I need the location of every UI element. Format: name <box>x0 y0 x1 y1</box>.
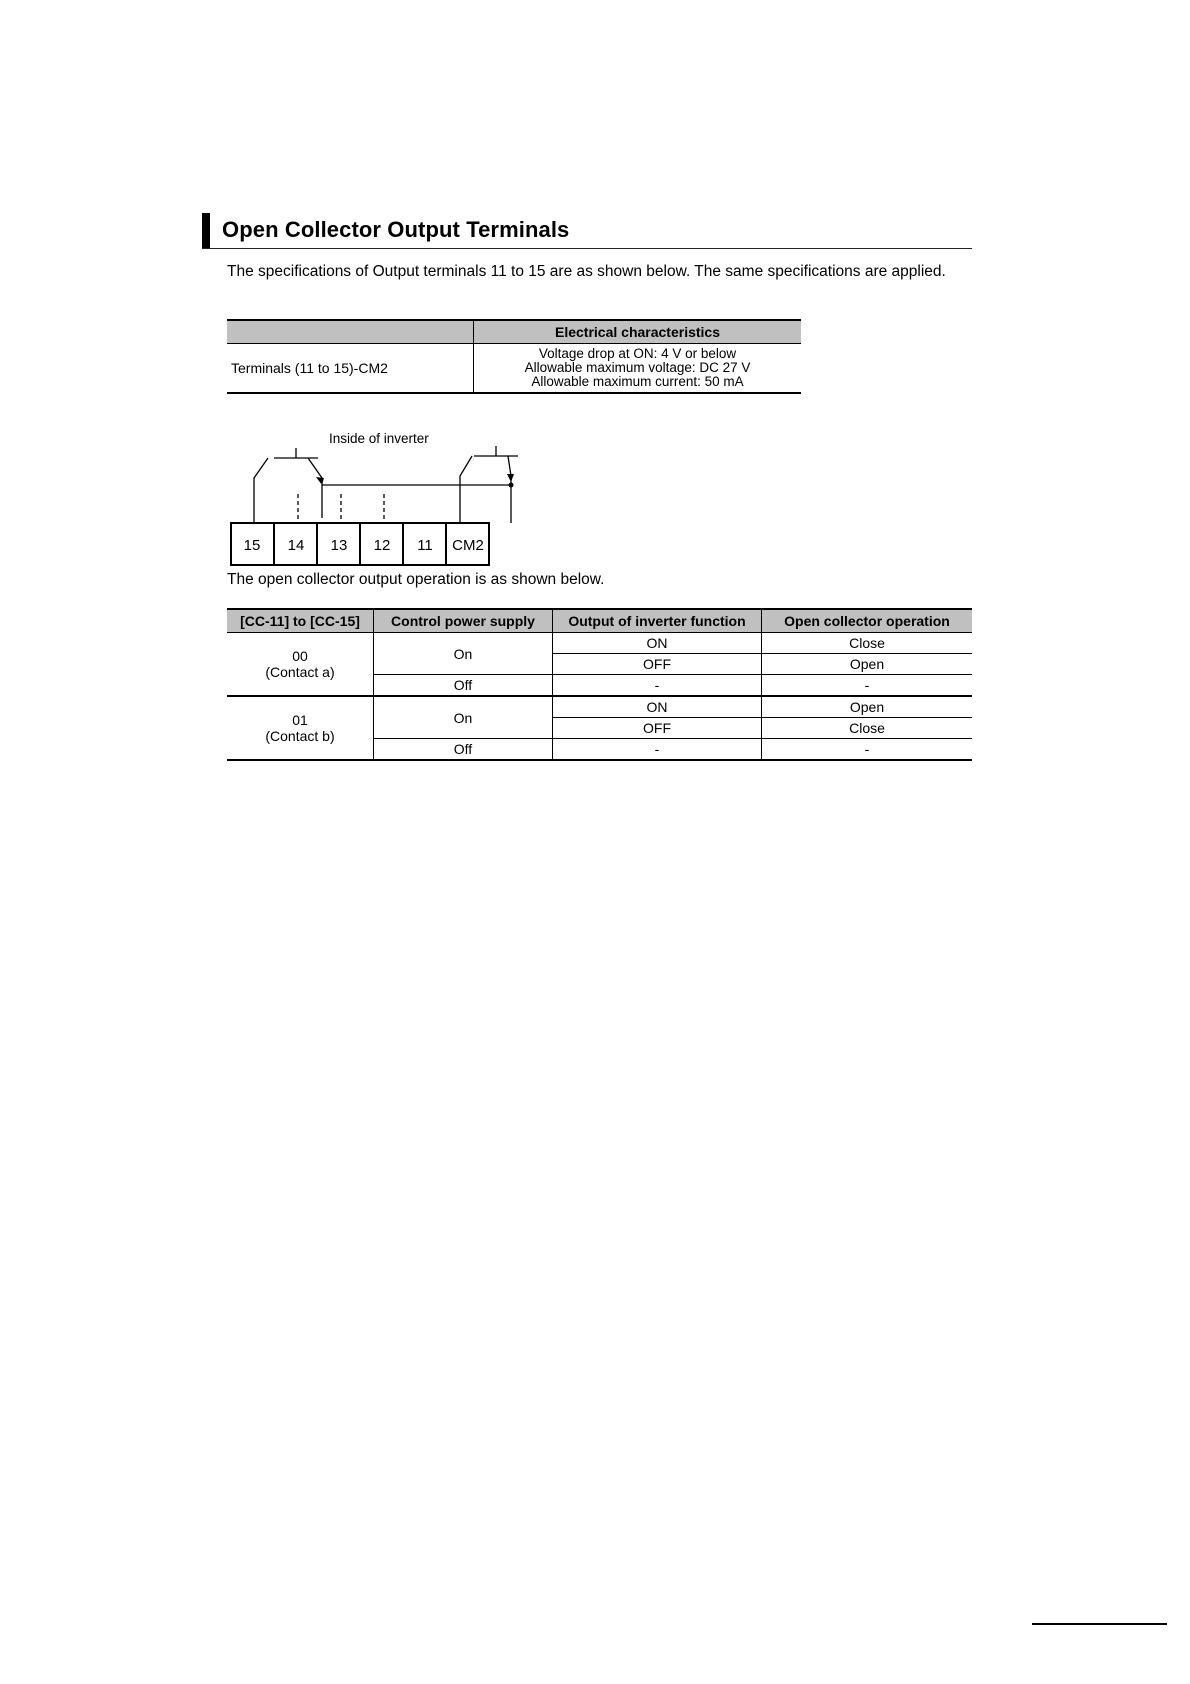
inside-inverter-label: Inside of inverter <box>329 431 429 446</box>
spec-header-row <box>227 320 801 344</box>
terminal-15: 15 <box>243 537 261 554</box>
contact-type: (Contact a) <box>265 664 335 680</box>
power-off-cell: Off <box>374 675 553 697</box>
operation-cell: - <box>762 739 973 761</box>
spec-voltage-drop: Voltage drop at ON: 4 V or below <box>538 346 737 361</box>
spec-header-electrical: Electrical characteristics <box>474 320 802 344</box>
operation-table <box>227 608 972 761</box>
output-cell: OFF <box>553 654 762 675</box>
transistor-left-collector <box>254 458 268 518</box>
terminal-12: 12 <box>373 537 391 554</box>
output-cell: - <box>553 675 762 697</box>
op-header-output: Output of inverter function <box>553 609 762 633</box>
op-header-row <box>227 609 972 633</box>
output-cell: - <box>553 739 762 761</box>
section-title: Open Collector Output Terminals <box>222 217 570 242</box>
heading-bar <box>202 213 210 248</box>
operation-cell: Open <box>762 696 973 718</box>
arrow-right-emitter <box>507 474 514 482</box>
circuit-diagram <box>243 420 546 570</box>
footer-rule <box>1032 1623 1167 1625</box>
output-cell: ON <box>553 633 762 654</box>
op-header-operation: Open collector operation <box>762 609 973 633</box>
transistor-left-emitter <box>308 458 322 518</box>
power-on-cell: On <box>374 696 553 739</box>
spec-max-voltage: Allowable maximum voltage: DC 27 V <box>524 360 751 375</box>
spec-values-cell <box>474 344 802 394</box>
output-cell: ON <box>553 696 762 718</box>
setting-cell-01 <box>227 696 374 760</box>
power-off-cell: Off <box>374 739 553 761</box>
junction-dot <box>509 483 514 488</box>
terminal-cm2: CM2 <box>452 537 484 554</box>
transistor-right-collector <box>460 456 472 518</box>
operation-cell: Close <box>762 718 973 739</box>
terminal-13: 13 <box>330 537 348 554</box>
terminal-14: 14 <box>287 537 305 554</box>
output-cell: OFF <box>553 718 762 739</box>
power-on-cell: On <box>374 633 553 675</box>
intro-paragraph: The specifications of Output terminals 11 to 15 are as shown below. The same specifications are applied. <box>227 263 946 280</box>
contact-type: (Contact b) <box>265 728 335 744</box>
spec-header-blank <box>227 320 474 344</box>
table-row <box>227 633 972 654</box>
setting-cell-00 <box>227 633 374 697</box>
op-header-power: Control power supply <box>374 609 553 633</box>
operation-cell: Close <box>762 633 973 654</box>
spec-row-label: Terminals (11 to 15)-CM2 <box>227 344 474 394</box>
section-heading <box>202 213 972 249</box>
operation-cell: - <box>762 675 973 697</box>
spec-max-current: Allowable maximum current: 50 mA <box>531 374 744 389</box>
terminal-11: 11 <box>417 537 433 554</box>
spec-table <box>227 319 801 394</box>
op-header-setting: [CC-11] to [CC-15] <box>227 609 374 633</box>
operation-cell: Open <box>762 654 973 675</box>
table-row <box>227 696 972 718</box>
operation-caption: The open collector output operation is as shown below. <box>227 571 605 588</box>
spec-data-row <box>227 344 801 394</box>
setting-value: 01 <box>292 712 308 728</box>
arrow-left-emitter <box>316 477 324 485</box>
setting-value: 00 <box>292 648 308 664</box>
